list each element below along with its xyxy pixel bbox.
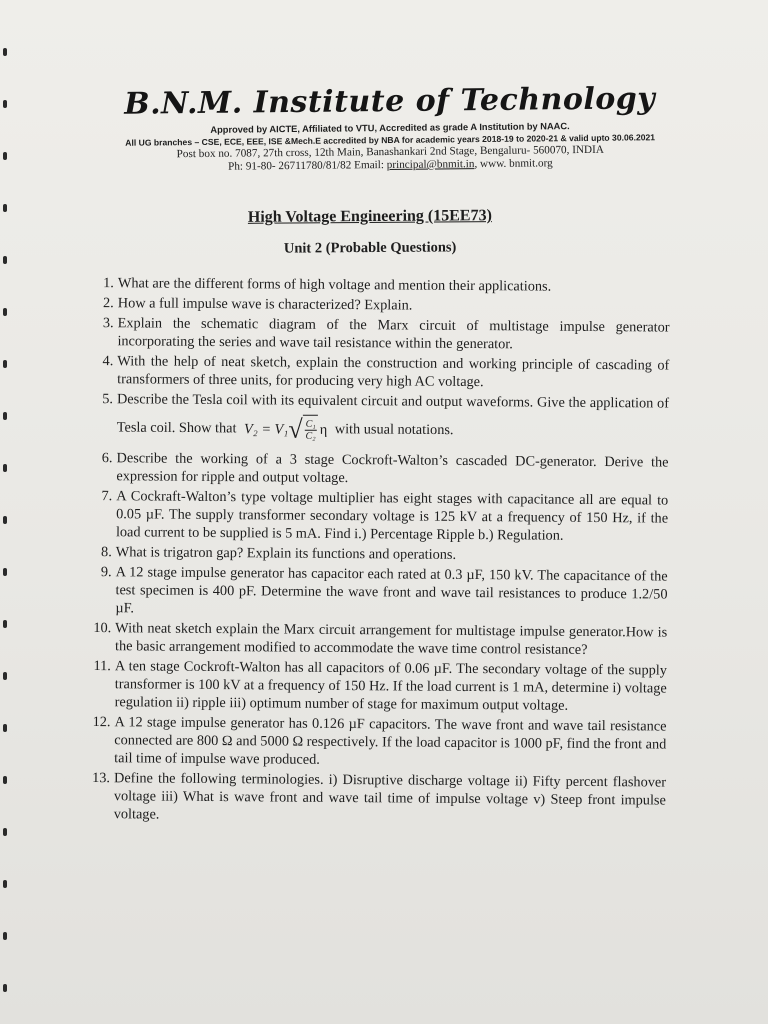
question-text: With the help of neat sketch, explain the construction and working principle of cascading of transformers of three units, for producing very high AC voltage. xyxy=(117,353,670,391)
question-item xyxy=(85,619,667,660)
formula-lhs: V₂ = V₁ xyxy=(244,420,289,438)
question-text: Explain the schematic diagram of the Marx circuit of multistage impulse generator incorporating the series and wave tail resistance within the generator. xyxy=(117,315,670,353)
approval-line: Approved by AICTE, Affiliated to VTU, Accredited as grade A Institution by NAAC. xyxy=(210,121,570,135)
letterhead xyxy=(80,79,701,175)
formula-eta: η xyxy=(319,421,328,438)
binder-hole xyxy=(3,568,7,576)
question-number: 11. xyxy=(93,658,111,675)
question-number: 7. xyxy=(101,488,113,505)
question-item xyxy=(87,314,669,355)
question-item xyxy=(84,713,666,772)
binder-hole xyxy=(3,464,7,472)
unit-title: Unit 2 (Probable Questions) xyxy=(283,239,457,257)
binder-hole xyxy=(3,620,7,628)
binder-hole xyxy=(3,308,7,316)
question-list xyxy=(84,274,670,830)
email-link[interactable]: principal@bnmit.in xyxy=(386,158,475,172)
formula-fraction xyxy=(304,419,316,442)
binder-hole xyxy=(3,984,7,992)
binder-hole xyxy=(3,880,7,888)
binder-hole xyxy=(3,412,7,420)
question-text: A 12 stage impulse generator has capacitor each rated at 0.3 µF, 150 kV. The capacitance of the test specimen is 400 pF. Determine the wave front and wave tail resistances to produce 1.2/50 µF. xyxy=(115,564,668,617)
course-title: High Voltage Engineering (15EE73) xyxy=(247,207,492,226)
contact-prefix: Ph: 91-80- 26711780/81/82 Email: xyxy=(228,159,385,173)
binder-hole xyxy=(3,776,7,784)
question-item xyxy=(87,390,669,452)
question-item xyxy=(86,487,668,546)
question-number: 9. xyxy=(100,564,112,581)
question-number: 4. xyxy=(102,353,114,370)
question-item xyxy=(88,274,670,297)
binder-hole xyxy=(3,932,7,940)
accreditation-line: All UG branches – CSE, ECE, EEE, ISE &Mech.E accredited by NBA for academic years 2018-19 to 2020-21 & valid upto 30.06.2021 xyxy=(125,132,656,148)
binder-hole xyxy=(3,724,7,732)
question-text: How a full impulse wave is characterized? Explain. xyxy=(117,295,413,314)
binder-hole xyxy=(3,828,7,836)
binder-holes xyxy=(0,0,14,1024)
formula-numerator: C₁ xyxy=(305,418,316,430)
binder-hole xyxy=(3,152,7,160)
binder-hole xyxy=(3,360,7,368)
sqrt-icon: √ xyxy=(288,414,303,444)
website-text: , www. bnmit.org xyxy=(474,157,553,171)
question-item xyxy=(86,449,668,490)
question-number: 8. xyxy=(101,544,112,561)
question-item xyxy=(85,563,667,622)
square-root xyxy=(288,415,318,445)
binder-hole xyxy=(3,100,7,108)
question-text: A 12 stage impulse generator has 0.126 µF capacitors. The wave front and wave tail resistance connected are 800 Ω and 5000 Ω respectively. If the load capacitor is 1000 pF, find the front and tail time of impulse wave produced. xyxy=(114,714,667,768)
question-number: 2. xyxy=(102,295,114,312)
question-text-after: with usual notations. xyxy=(334,421,454,439)
question-number: 1. xyxy=(103,275,114,292)
question-item xyxy=(88,294,670,317)
tesla-formula xyxy=(244,414,327,445)
question-text: What is trigatron gap? Explain its functions and operations. xyxy=(115,544,457,563)
binder-hole xyxy=(3,516,7,524)
question-number: 5. xyxy=(102,391,114,408)
binder-hole xyxy=(3,204,7,212)
question-item xyxy=(85,657,667,716)
binder-hole xyxy=(3,256,7,264)
question-number: 3. xyxy=(102,315,114,332)
question-text: A ten stage Cockroft-Walton has all capacitors of 0.06 µF. The secondary voltage of the supply transformer is 100 kV at a frequency of 150 Hz. If the load current is 1 mA, determine i) voltage regulation ii) ripple iii) optimum number of stage for maximum output voltage. xyxy=(114,658,667,714)
binder-hole xyxy=(3,48,7,56)
binder-hole xyxy=(3,672,7,680)
question-item xyxy=(84,769,666,828)
question-number: 12. xyxy=(92,714,111,731)
question-number: 6. xyxy=(101,450,113,467)
question-text: Describe the working of a 3 stage Cockroft-Walton’s cascaded DC-generator. Derive the expression for ripple and output voltage. xyxy=(116,450,669,487)
question-item xyxy=(87,352,669,393)
question-text: A Cockraft-Walton’s type voltage multiplier has eight stages with capacitance all are equal to 0.05 µF. The supply transformer secondary voltage is 125 kV at a frequency of 150 Hz, if the load current to be supplied is 5 mA. Find i.) Percentage Ripple b.) Regulation. xyxy=(115,488,669,544)
question-number: 13. xyxy=(92,770,111,787)
question-item xyxy=(86,543,668,566)
question-text: Describe the Tesla coil with its equivalent circuit and output waveforms. Give the application of Tesla coil. Show that xyxy=(116,391,670,437)
title-block xyxy=(130,204,610,259)
question-text: With neat sketch explain the Marx circuit arrangement for multistage impulse generator.How is the basic arrangement modified to accommodate the wave time control resistance? xyxy=(115,620,668,658)
institute-name: B.N.M. Institute of Technology xyxy=(124,81,656,122)
question-text: Define the following terminologies. i) Disruptive discharge voltage ii) Fifty percent flashover voltage iii) What is wave front and wave tail time of impulse voltage v) Steep front impulse voltage. xyxy=(113,770,667,823)
question-number: 10. xyxy=(93,620,112,637)
question-text: What are the different forms of high voltage and mention their applications. xyxy=(117,275,552,295)
address-line: Post box no. 7087, 27th cross, 12th Main, Banashankari 2nd Stage, Bengaluru- 560070, INDIA xyxy=(176,143,604,161)
formula-denominator: C₂ xyxy=(305,430,316,442)
